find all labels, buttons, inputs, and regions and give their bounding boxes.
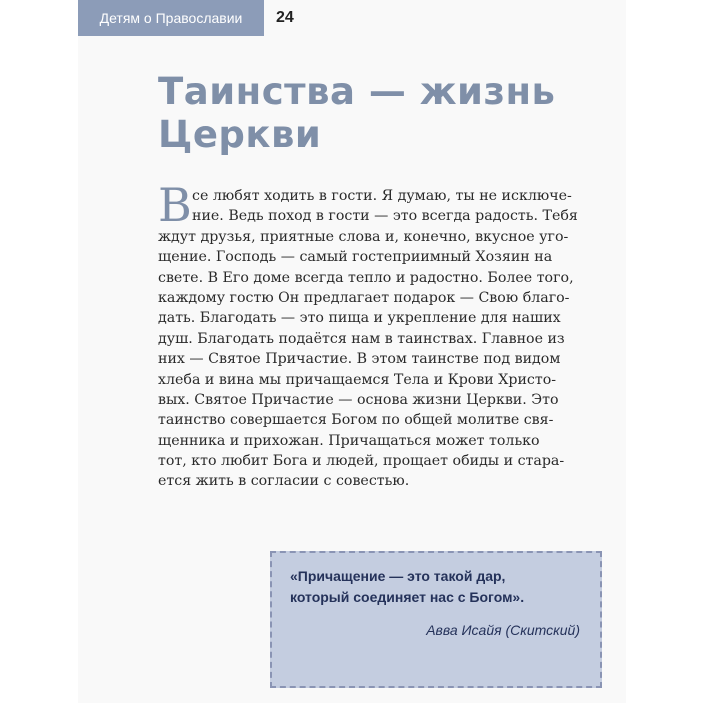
body-line: щенника и прихожан. Причащаться может только	[158, 432, 540, 449]
body-line: ждут друзья, приятные слова и, конечно, вкусное уго-	[158, 228, 569, 245]
body-line: них — Святое Причастие. В этом таинстве под видом	[158, 351, 561, 368]
body-line: таинство совершается Богом по общей молитве свя-	[158, 412, 554, 429]
body-line: ется жить в согласии с совестью.	[158, 473, 410, 490]
chapter-title-line-1: Таинства — жизнь	[158, 70, 556, 113]
quote-line-2: который соединяет нас с Богом».	[290, 589, 525, 605]
body-line: ние. Ведь поход в гости — это всегда радость. Тебя	[192, 208, 578, 225]
quote-box	[270, 551, 602, 688]
section-header-tab: Детям о Православии	[78, 0, 264, 36]
body-line: свете. В Его доме всегда тепло и радостно. Более того,	[158, 269, 574, 286]
body-line: дать. Благодать — это пища и укрепление для наших	[158, 310, 561, 327]
body-line: щение. Господь — самый гостеприимный Хозяин на	[158, 249, 553, 266]
body-line: хлеба и вина мы причащаемся Тела и Крови Христо-	[158, 371, 557, 388]
body-line: каждому гостю Он предлагает подарок — Свою благо-	[158, 289, 570, 306]
body-line: тот, кто любит Бога и людей, прощает обиды и стара-	[158, 453, 565, 470]
body-line: вых. Святое Причастие — основа жизни Церкви. Это	[158, 391, 559, 408]
quote-line-1: «Причащение — это такой дар,	[290, 568, 506, 584]
body-paragraph	[158, 178, 598, 492]
page-number: 24	[276, 9, 294, 26]
drop-cap: В	[158, 178, 192, 232]
body-line-text: се любят ходить в гости. Я думаю, ты не исключе-	[192, 188, 572, 204]
chapter-title-line-2: Церкви	[158, 113, 322, 156]
quote-author: Авва Исайя (Скитский)	[426, 622, 580, 638]
quote-text	[290, 566, 590, 608]
chapter-title	[158, 70, 598, 156]
body-line: душ. Благодать подаётся нам в таинствах. Главное из	[158, 330, 565, 347]
